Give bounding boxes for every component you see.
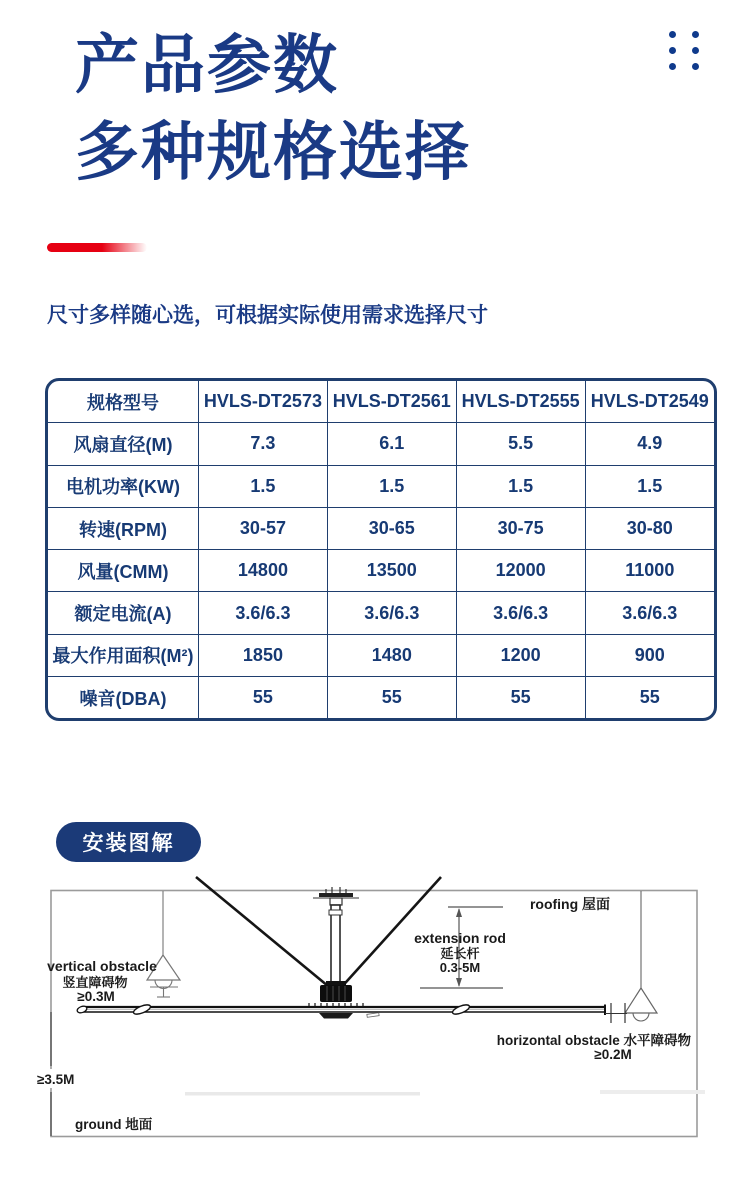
spec-cell: 1.5 — [199, 465, 328, 507]
spec-col-header-model: HVLS-DT2555 — [456, 381, 585, 423]
spec-cell: 55 — [199, 677, 328, 719]
spec-col-header-model: HVLS-DT2561 — [327, 381, 456, 423]
installation-diagram — [35, 876, 715, 1148]
extension-rod-range-label: 0.3-5M — [439, 960, 481, 975]
spec-cell: 55 — [327, 677, 456, 719]
spec-cell: 55 — [456, 677, 585, 719]
dot — [669, 31, 676, 38]
spec-row-label: 电机功率(KW) — [48, 465, 199, 507]
spec-cell: 5.5 — [456, 423, 585, 465]
accent-underline — [47, 243, 147, 252]
floor-shade — [185, 1092, 420, 1096]
spec-row-label: 转速(RPM) — [48, 507, 199, 549]
spec-table-head-row — [48, 381, 714, 423]
dot — [669, 63, 676, 70]
spec-cell: 30-65 — [327, 507, 456, 549]
spec-cell: 14800 — [199, 550, 328, 592]
ground-label: ground 地面 — [75, 1117, 153, 1132]
vertical-obstacle-label-cn: 竖直障碍物 — [62, 975, 128, 990]
spec-table-row — [48, 550, 714, 592]
spec-cell: 4.9 — [585, 423, 714, 465]
page-title — [75, 22, 471, 196]
spec-row-label: 额定电流(A) — [48, 592, 199, 634]
spec-cell: 3.6/6.3 — [199, 592, 328, 634]
spec-table — [45, 378, 717, 721]
dots-ornament-icon — [669, 31, 701, 70]
spec-cell: 11000 — [585, 550, 714, 592]
dot — [692, 47, 699, 54]
spec-row-label: 风扇直径(M) — [48, 423, 199, 465]
spec-cell: 7.3 — [199, 423, 328, 465]
install-guide-badge — [56, 822, 201, 862]
vertical-obstacle-min-label: ≥0.3M — [77, 989, 115, 1004]
install-guide-badge-label: 安装图解 — [82, 832, 175, 855]
spec-col-header-model: HVLS-DT2549 — [585, 381, 714, 423]
spec-cell: 3.6/6.3 — [585, 592, 714, 634]
ground-clearance-label: ≥3.5M — [37, 1072, 75, 1087]
spec-cell: 1480 — [327, 634, 456, 676]
spec-cell: 55 — [585, 677, 714, 719]
dot — [692, 31, 699, 38]
spec-cell: 12000 — [456, 550, 585, 592]
spec-cell: 3.6/6.3 — [327, 592, 456, 634]
horizontal-obstacle-min-label: ≥0.2M — [594, 1047, 632, 1062]
extension-rod-label-cn: 延长杆 — [440, 946, 480, 961]
spec-cell: 30-80 — [585, 507, 714, 549]
downrod — [331, 905, 340, 989]
spec-col-header-model: HVLS-DT2573 — [199, 381, 328, 423]
spec-cell: 1850 — [199, 634, 328, 676]
downrod-bracket — [329, 910, 342, 915]
spec-cell: 30-57 — [199, 507, 328, 549]
spec-cell: 1.5 — [327, 465, 456, 507]
spec-cell: 1.5 — [585, 465, 714, 507]
spec-row-label: 风量(CMM) — [48, 550, 199, 592]
spec-cell: 30-75 — [456, 507, 585, 549]
spec-table-body — [48, 423, 714, 719]
spec-cell: 1.5 — [456, 465, 585, 507]
spec-cell: 1200 — [456, 634, 585, 676]
spec-table-row — [48, 465, 714, 507]
dot — [669, 47, 676, 54]
extension-rod-label-en: extension rod — [414, 930, 506, 946]
spec-cell: 900 — [585, 634, 714, 676]
spec-table-row — [48, 423, 714, 465]
subtitle-text: 尺寸多样随心选，可根据实际使用需求选择尺寸 — [47, 304, 488, 327]
horizontal-obstacle-label: horizontal obstacle 水平障碍物 — [496, 1033, 691, 1048]
spec-cell: 13500 — [327, 550, 456, 592]
spec-table-row — [48, 507, 714, 549]
roofing-label: roofing 屋面 — [529, 896, 611, 912]
spec-table-grid — [48, 381, 714, 718]
spec-table-row — [48, 677, 714, 719]
spec-col-header-label: 规格型号 — [48, 381, 199, 423]
floor-shade — [600, 1090, 705, 1094]
page-title-line1: 产品参数 — [75, 29, 339, 101]
spec-cell: 3.6/6.3 — [456, 592, 585, 634]
spec-table-row — [48, 592, 714, 634]
spec-cell: 6.1 — [327, 423, 456, 465]
spec-row-label: 最大作用面积(M²) — [48, 634, 199, 676]
spec-row-label: 噪音(DBA) — [48, 677, 199, 719]
page-title-line2: 多种规格选择 — [75, 116, 471, 188]
spec-table-row — [48, 634, 714, 676]
dot — [692, 63, 699, 70]
vertical-obstacle-label-en: vertical obstacle — [47, 958, 157, 974]
